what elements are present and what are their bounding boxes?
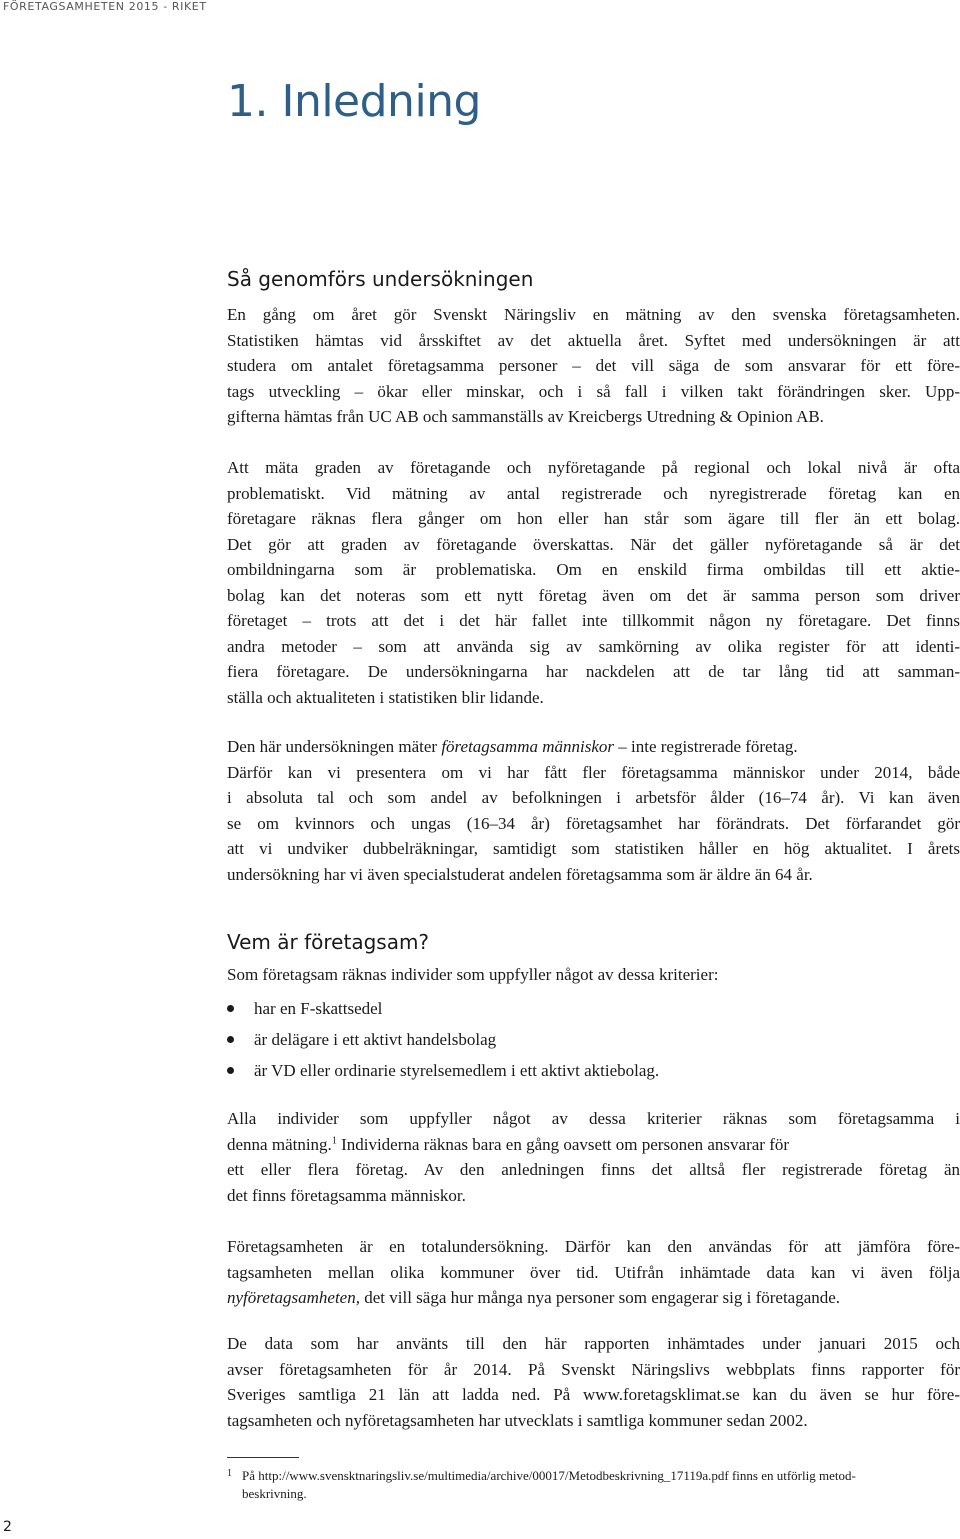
text-line (227, 734, 960, 760)
paragraph-kriterier-intro: Som företagsam räknas individer som uppfyller något av dessa kriterier: (227, 965, 719, 984)
text-line: De data som har använts till den här rapporten inhämtades under januari 2015 och (227, 1334, 960, 1353)
emphasis-text: nyföretagsamheten, (227, 1288, 360, 1307)
text-line: En gång om året gör Svenskt Näringsliv en mätning av den svenska företagsamheten. (227, 305, 960, 324)
text-line: företaget – trots att det i det här fallet inte tillkommit någon ny företagare. Det finns (227, 611, 960, 630)
text-line: Företagsamheten är en totalundersökning. Därför kan den användas för att jämföra före- (227, 1237, 960, 1256)
text-run: denna mätning. (227, 1134, 332, 1154)
list-item-text: är delägare i ett aktivt handelsbolag (254, 1030, 497, 1049)
text-line: fiera företagare. De undersökningarna har nackdelen att de tar lång tid att samman- (227, 662, 960, 681)
section-heading-vem-ar-foretagsam: Vem är företagsam? (227, 930, 430, 954)
text-line: att vi undviker dubbelräkningar, samtidigt som statistiken håller en hög aktualitet. I årets (227, 839, 960, 858)
paragraph-totalundersokning (227, 1234, 960, 1311)
criteria-list (227, 993, 960, 1086)
list-item (227, 1055, 960, 1086)
bullet-icon (227, 1005, 234, 1012)
text-line: gifterna hämtas från UC AB och sammanställs av Kreicbergs Utredning & Opinion AB. (227, 407, 824, 426)
footnote-divider (227, 1457, 299, 1458)
text-line: det finns företagsamma människor. (227, 1185, 466, 1205)
text-line: Sveriges samtliga 21 län att ladda ned. På www.foretagsklimat.se kan du även se hur före- (227, 1385, 960, 1404)
text-line (227, 1132, 960, 1158)
text-line: tags utveckling – ökar eller minskar, och i så fall i vilken takt förändringen sker. Upp- (227, 381, 960, 401)
text-run: det vill säga hur många nya personer som engagerar sig i företagande. (359, 1288, 841, 1307)
emphasis-text: företagsamma människor (441, 737, 615, 756)
paragraph-alla-individer (227, 1106, 960, 1208)
footnote-line[interactable]: På http://www.svensktnaringsliv.se/multimedia/archive/00017/Metodbeskrivning_17119a.pdf finns en utförlig metod- (242, 1468, 856, 1483)
text-line: ett eller flera företag. Av den anledningen finns det alltså fler registrerade företag än (227, 1160, 960, 1179)
text-line: Därför kan vi presentera om vi har fått fler företagsamma människor under 2014, både (227, 762, 960, 782)
text-line: tagsamheten mellan olika kommuner över tid. Utifrån inhämtade data kan vi även följa (227, 1262, 960, 1282)
text-run: Individerna räknas bara en gång oavsett om personen ansvarar för (336, 1134, 790, 1154)
text-line: i absoluta tal och som andel av befolkningen i arbetsför ålder (16–74 år). Vi kan även (227, 788, 960, 807)
paragraph-intro (227, 302, 960, 430)
footnote (227, 1467, 960, 1503)
text-line: företagare räknas flera gånger om hon eller han står som ägare till fler än ett bolag. (227, 509, 960, 528)
text-line: studera om antalet företagsamma personer – det vill säga de som ansvarar för ett före- (227, 356, 960, 375)
bullet-icon (227, 1067, 234, 1074)
paragraph-matning (227, 455, 960, 710)
text-run: Den här undersökningen mäter (227, 737, 442, 756)
text-line: undersökning har vi även specialstuderat andelen företagsamma som är äldre än 64 år. (227, 864, 813, 884)
bullet-icon (227, 1036, 234, 1043)
footnote-text (227, 1467, 960, 1503)
text-line: bolag kan det noteras som ett nytt företag även om det är samma person som driver (227, 585, 960, 605)
list-item-text: har en F-skattsedel (254, 999, 383, 1018)
footnote-line: beskrivning. (242, 1486, 307, 1501)
list-item (227, 993, 960, 1024)
running-head: FÖRETAGSAMHETEN 2015 - RIKET (3, 0, 207, 13)
list-item (227, 1024, 960, 1055)
text-line: andra metoder – som att använda sig av samkörning av olika register för att identi- (227, 636, 960, 656)
footnote-reference[interactable]: 1 (331, 1134, 337, 1146)
text-line: ställa och aktualiteten i statistiken blir lidande. (227, 687, 544, 707)
text-line: tagsamheten och nyföretagsamheten har utvecklats i samtliga kommuner sedan 2002. (227, 1410, 808, 1430)
text-line: se om kvinnors och ungas (16–34 år) företagsamhet har förändrats. Det förfarandet gör (227, 813, 960, 833)
text-line: Det gör att graden av företagande överskattas. När det gäller nyföretagande så är det (227, 534, 960, 554)
text-line: avser företagsamheten för år 2014. På Svenskt Näringslivs webbplats finns rapporter för (227, 1359, 960, 1379)
text-line: ombildningarna som är problematiska. Om en enskild firma ombildas till ett aktie- (227, 560, 960, 579)
text-line: Statistiken hämtas vid årsskiftet av det aktuella året. Syftet med undersökningen är att (227, 330, 960, 350)
list-item-text: är VD eller ordinarie styrelsemedlem i ett aktivt aktiebolag. (254, 1061, 660, 1080)
text-line: Alla individer som uppfyller något av dessa kriterier räknas som företagsamma i (227, 1109, 960, 1128)
page-number: 2 (3, 1519, 12, 1535)
text-run: – inte registrerade företag. (614, 737, 798, 756)
paragraph-data-kalla (227, 1331, 960, 1433)
text-line: problematiskt. Vid mätning av antal registrerade och nyregistrerade företag kan en (227, 483, 960, 503)
text-line: Att mäta graden av företagande och nyföretagande på regional och lokal nivå är ofta (227, 458, 960, 477)
chapter-title: 1. Inledning (227, 76, 481, 127)
section-heading-sa-genomfors: Så genomförs undersökningen (227, 267, 534, 291)
text-line (227, 1285, 960, 1311)
footnote-mark: 1 (227, 1468, 232, 1479)
paragraph-foretagsamma-manniskor (227, 734, 960, 887)
